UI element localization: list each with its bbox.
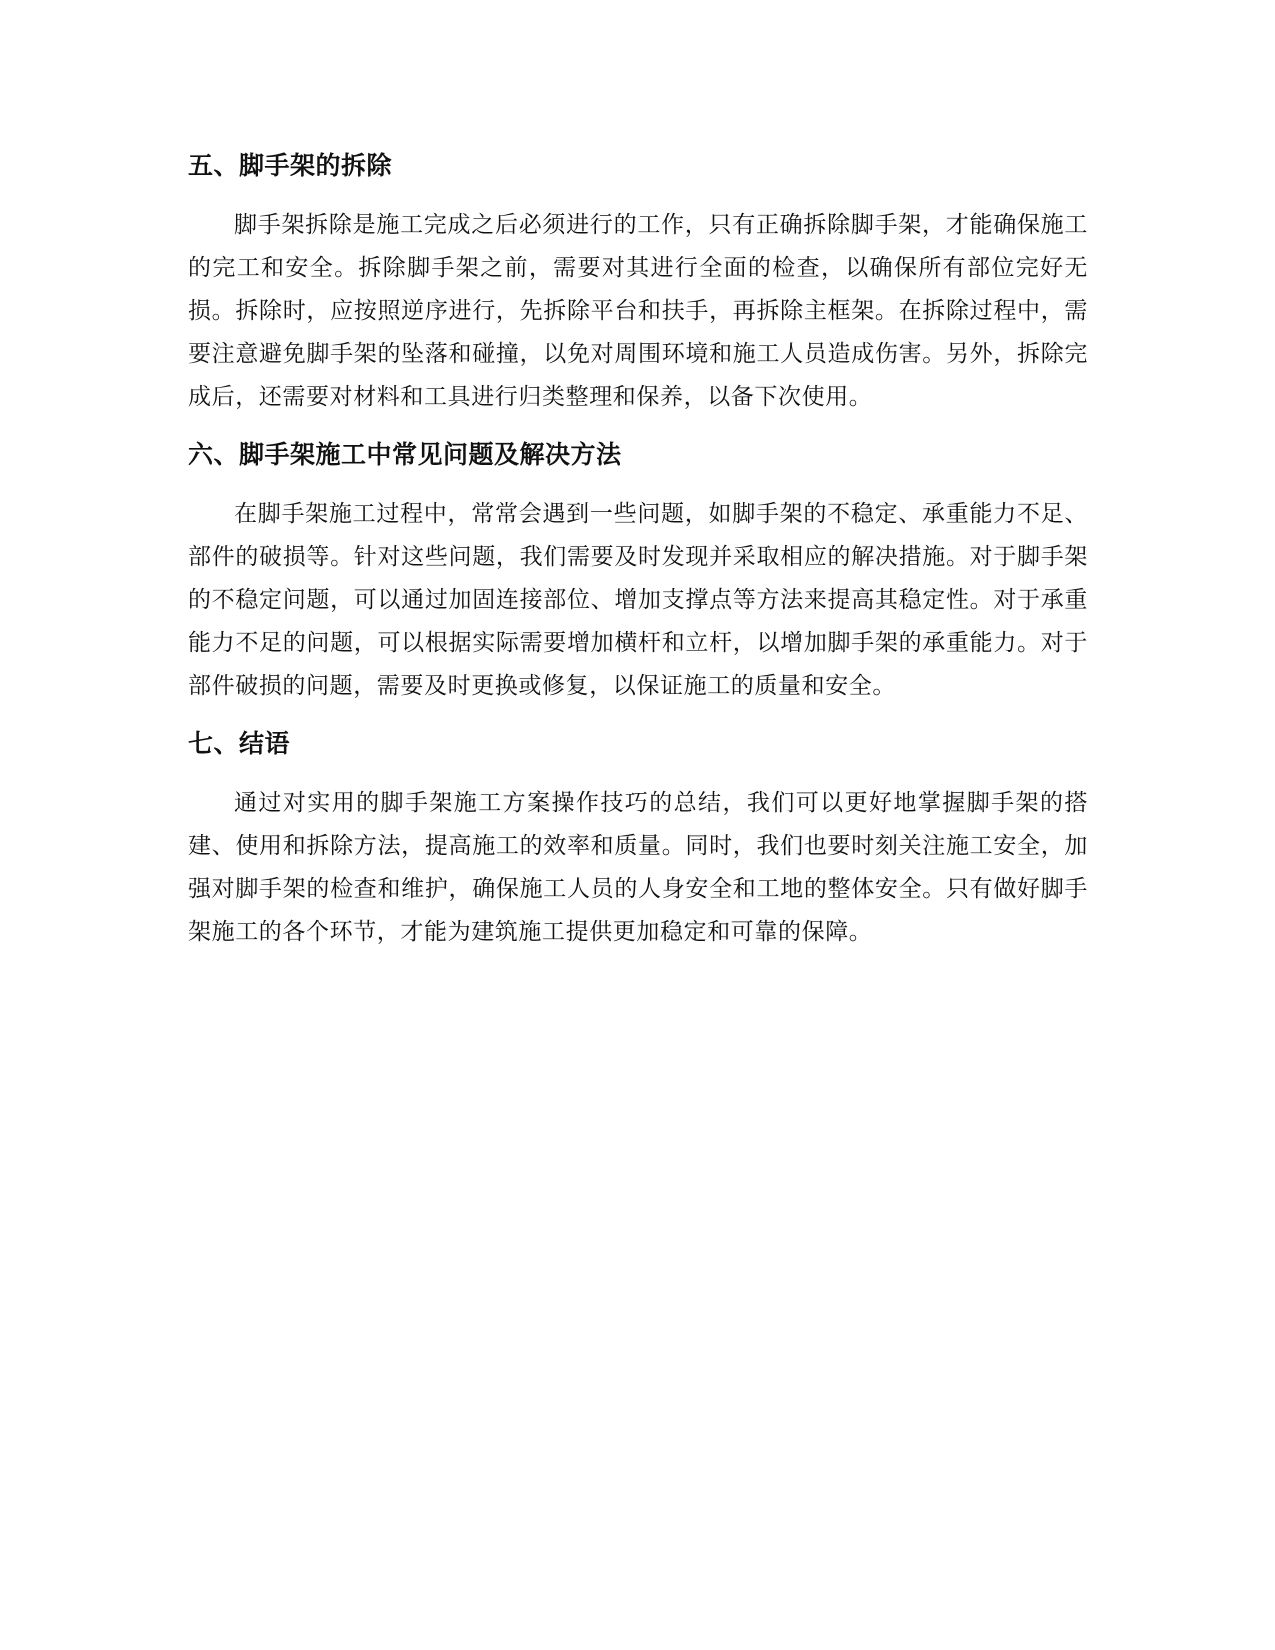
section-dismantling bbox=[188, 148, 1088, 419]
section-paragraph: 脚手架拆除是施工完成之后必须进行的工作，只有正确拆除脚手架，才能确保施工的完工和安全。拆除脚手架之前，需要对其进行全面的检查，以确保所有部位完好无损。拆除时，应按照逆序进行，先拆除平台和扶手，再拆除主框架。在拆除过程中，需要注意避免脚手架的坠落和碰撞，以免对周围环境和施工人员造成伤害。另外，拆除完成后，还需要对材料和工具进行归类整理和保养，以备下次使用。 bbox=[188, 212, 1088, 410]
section-heading: 六、脚手架施工中常见问题及解决方法 bbox=[188, 440, 622, 469]
section-paragraph: 在脚手架施工过程中，常常会遇到一些问题，如脚手架的不稳定、承重能力不足、部件的破损等。针对这些问题，我们需要及时发现并采取相应的解决措施。对于脚手架的不稳定问题，可以通过加固连接部位、增加支撑点等方法来提高其稳定性。对于承重能力不足的问题，可以根据实际需要增加横杆和立杆，以增加脚手架的承重能力。对于部件破损的问题，需要及时更换或修复，以保证施工的质量和安全。 bbox=[188, 501, 1088, 699]
section-common-problems bbox=[188, 437, 1088, 708]
section-heading: 七、结语 bbox=[188, 729, 291, 758]
section-heading: 五、脚手架的拆除 bbox=[188, 151, 393, 180]
document-page bbox=[188, 148, 1088, 972]
section-paragraph: 通过对实用的脚手架施工方案操作技巧的总结，我们可以更好地掌握脚手架的搭建、使用和拆除方法，提高施工的效率和质量。同时，我们也要时刻关注施工安全，加强对脚手架的检查和维护，确保施工人员的人身安全和工地的整体安全。只有做好脚手架施工的各个环节，才能为建筑施工提供更加稳定和可靠的保障。 bbox=[188, 790, 1088, 945]
section-conclusion bbox=[188, 726, 1088, 954]
